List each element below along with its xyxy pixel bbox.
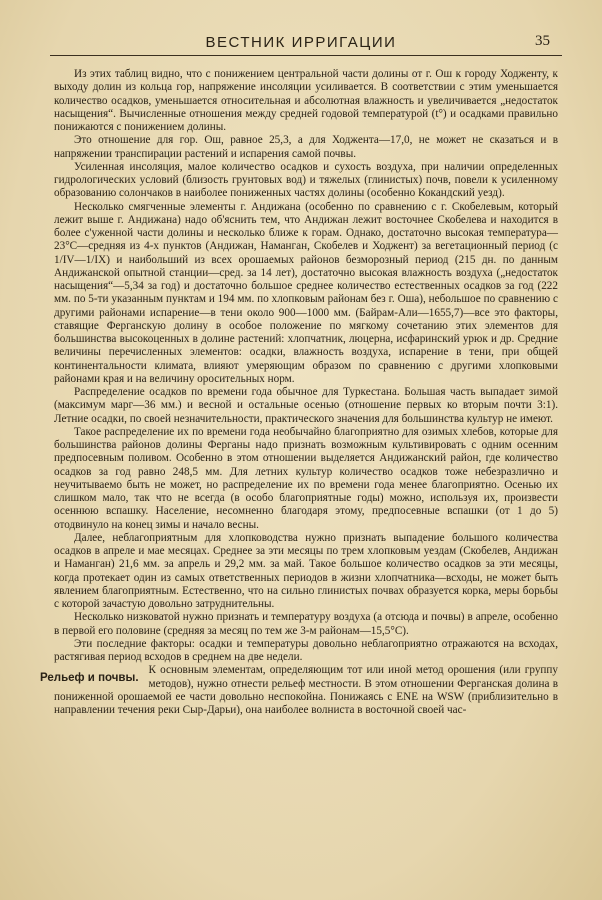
paragraph-4: Несколько смягченные элементы г. Андижана (особенно по сравнению с г. Скобелевым, который лежит выше г. Андижана) надо об'яснить тем, что Андижан лежит восточнее Скобелева и находится в более с'уженной части долины и несколько ближе к горам. Однако, достаточно высокая температура—23°С—средняя из 4-х пунктов (Андижан, Наманган, Скобелев и Ходжент) за вегетационный период (с 1/IV—1/IX) и наибольший из всех орошаемых районов безморозный период (215 дн. по данным Андижанской опытной станции—сред. за 14 лет), достаточно высокая влажность воздуха („недостаток насыщения“—5,34 за год) и достаточно большое среднее количество естественных осадков за год (222 мм. по 5-ти указанным пунктам и 194 мм. по хлопковым районам без г. Оша), небольшое по сравнению с другими районами испарение—в тени около 900—1000 мм. (Байрам-Али—1655,7)—все это факторы, ставящие Ферганскую долину в особое положение по мягкому сочетанию этих элементов для большинства высокоценных в долине растений: хлопчатник, люцерна, исфаринский урюк и др. Средние величины перечисленных элементов: осадки, влажность воздуха, испарение в тени, при общей континентальности климата, влияют умеряющим образом по сравнению с другими хлопковыми районами края и на величину оросительных норм. — [54, 200, 558, 385]
paragraph-1: Из этих таблиц видно, что с понижением центральной части долины от г. Ош к городу Ходженту, к выходу долин из кольца гор, напряжение инсоляции усиливается. В соответствии с этим уменьшается количество осадков, уменьшается относительная и абсолютная влажность и увеличивается „недостаток насыщения“. Вычисленные отношения между средней годовой температурой (t°) и осадками правильно понижаются с понижением долины. — [54, 68, 558, 133]
page-number: 35 — [535, 33, 550, 49]
paragraph-9: Эти последние факторы: осадки и температуры довольно неблагоприятно отражаются на всходах, растягивая период всходов в среднем на две недели. — [54, 637, 558, 663]
journal-title: ВЕСТНИК ИРРИГАЦИИ — [205, 34, 397, 51]
paragraph-3: Усиленная инсоляция, малое количество осадков и сухость воздуха, при наличии определенных гидрологических условий (близость грунтовых вод) и тяжелых (глинистых) почв, повели к усиленному образованию солончаков в наиболее пониженных частях долины (особенно Кокандский уезд). — [54, 160, 558, 200]
paragraph-8: Несколько низковатой нужно признать и температуру воздуха (а отсюда и почвы) в апреле, особенно в первой его половине (средняя за месяц по тем же 3-м районам—15,5°С). — [54, 611, 558, 637]
paragraph-7: Далее, неблагоприятным для хлопководства нужно признать выпадение большого количества осадков в апреле и мае месяцах. Среднее за эти месяцы по трем хлопковым уездам (Скобелев, Андижан и Наманган) 21,6 мм. за апрель и 29,2 мм. за май. Такое большое количество осадков за эти месяцы, когда протекает один из самых ответственных периодов в жизни хлопчатника—всходы, не может быть явлением благоприятным. Естественно, что на сильно глинистых почвах образуется корка, меры борьбы с которой зачастую довольно затруднительны. — [54, 531, 558, 610]
header-rule — [50, 55, 562, 56]
paragraph-2: Это отношение для гор. Ош, равное 25,3, а для Ходжента—17,0, не может не сказаться и в напряжении транспирации растений и испарения самой почвы. — [54, 134, 558, 160]
section-heading: Рельеф и почвы. — [40, 672, 139, 685]
section-text: К основным элементам, определяющим тот или иной метод орошения (или группу методов), нужно отнести рельеф местности. В этом отношении Ферганская долина в пониженной орошаемой ее части довольно неспокойна. Понижаясь с ENE на WSW (приблизительно в направлении течения реки Сыр-Дарьи), она наиболее волниста в восточной своей час- — [54, 664, 558, 716]
paragraph-6: Такое распределение их по времени года необычайно благоприятно для озимых хлебов, которые для большинства районов долины Ферганы надо признать возможным культивировать с одним осенним предпосевным поливом. Особенно в этом отношении выделяется Андижанский район, где количество осадков за год равно 248,5 мм. Для летних культур количество осадков тоже небезразлично и неучитываемо быть не может, но распределение их по времени года менее благоприятно. Осенью их слишком мало, так что не всегда (в особо благоприятные годы) можно, используя их, произвести осеннюю вспашку. Население, несомненно благодаря этому, предпосевные вспашки (от 1 до 5) отодвинуло на конец зимы и начало весны. — [54, 425, 558, 531]
paragraph-5: Распределение осадков по времени года обычное для Туркестана. Большая часть выпадает зимой (максимум марг—36 мм.) и весной и остальные осенью (отношение первых ко вторым почти 3:1). Летние осадки, по своей незначительности, практического значения для большинства культур не имеют. — [54, 386, 558, 425]
page-header — [40, 30, 562, 56]
section-paragraph — [40, 664, 558, 717]
body-text — [40, 68, 558, 717]
